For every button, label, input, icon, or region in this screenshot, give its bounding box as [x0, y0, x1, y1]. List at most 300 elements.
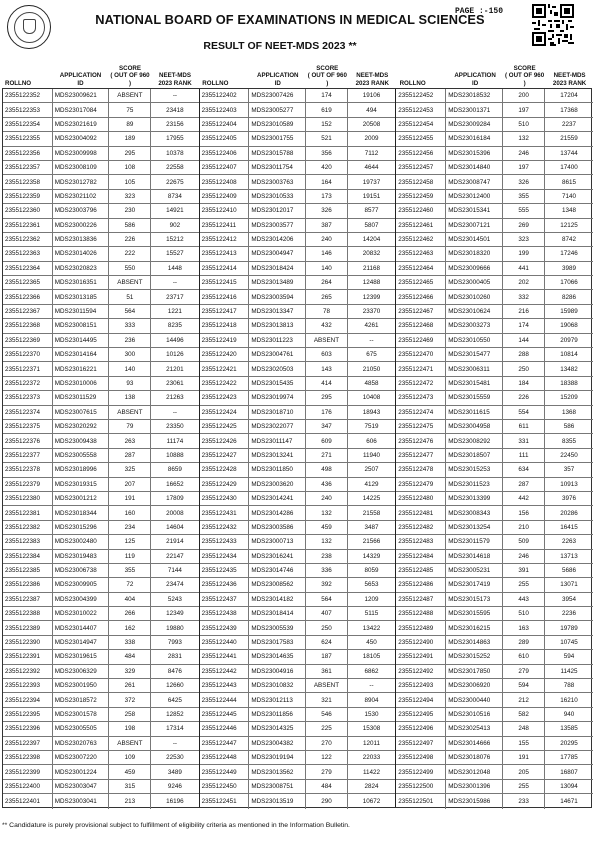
application-id-cell: MDS23015481	[446, 377, 503, 390]
application-id-cell: MDS23020503	[249, 362, 306, 375]
rank-cell: 13422	[362, 624, 381, 632]
application-id-cell: MDS23014863	[446, 636, 503, 649]
score-cell: 197	[503, 161, 545, 174]
column-header-group	[199, 66, 396, 88]
qr-code-icon	[532, 4, 574, 46]
rank-cell: 12011	[362, 739, 381, 747]
application-id-cell: MDS23008151	[53, 319, 110, 332]
roll-number-cell: 2355122453	[396, 103, 446, 116]
score-cell: 459	[109, 765, 151, 778]
roll-number-cell: 2355122443	[200, 679, 250, 692]
roll-number-cell: 2355122372	[3, 377, 53, 390]
roll-number-cell: 2355122429	[200, 478, 250, 491]
application-id-cell: MDS23008747	[446, 175, 503, 188]
rank-cell: 22033	[362, 754, 381, 762]
score-cell: 198	[109, 722, 151, 735]
application-id-cell: MDS23004399	[53, 593, 110, 606]
table-row	[396, 492, 593, 506]
rank-cell: 450	[366, 639, 377, 647]
rank-cell: 16807	[560, 768, 578, 776]
roll-number-cell: 2355122491	[396, 650, 446, 663]
roll-number-cell: 2355122368	[3, 319, 53, 332]
rank-cell: 594	[563, 653, 575, 661]
application-id-cell: MDS23014206	[249, 233, 306, 246]
table-row	[3, 665, 199, 679]
table-row	[396, 434, 593, 448]
score-cell: 105	[109, 175, 151, 188]
score-cell: 287	[503, 478, 545, 491]
score-cell: 152	[306, 118, 348, 131]
application-id-cell: MDS23011615	[446, 406, 503, 419]
roll-number-cell: 2355122359	[3, 190, 53, 203]
table-row	[3, 406, 199, 420]
score-cell: 546	[306, 708, 348, 721]
application-id-cell: MDS23016241	[249, 550, 306, 563]
table-row	[200, 722, 396, 736]
rank-cell: 10126	[166, 351, 184, 359]
table-row	[200, 204, 396, 218]
score-cell: 634	[503, 463, 545, 476]
roll-number-cell: 2355122355	[3, 132, 53, 145]
table-row	[200, 377, 396, 391]
rank-cell: 20008	[166, 509, 184, 517]
score-cell: 234	[109, 521, 151, 534]
rank-cell: --	[172, 739, 178, 747]
rank-cell: 4129	[364, 480, 379, 488]
rank-cell: 22530	[166, 754, 184, 762]
table-row	[396, 679, 593, 693]
column-header-rank: NEET-MDS 2023 RANK	[158, 72, 192, 87]
score-cell: 290	[306, 794, 348, 808]
footnote: ** Candidature is purely provisional subject to fulfillment of eligibility criteria as mentioned in the Information Bulletin.	[2, 822, 350, 829]
application-id-cell: MDS23014325	[249, 722, 306, 735]
rank-cell: 4261	[364, 322, 379, 330]
score-cell: 187	[306, 650, 348, 663]
table-row	[396, 233, 593, 247]
rank-cell: 17368	[560, 106, 578, 114]
score-cell: 205	[503, 765, 545, 778]
column-header-score: SCORE ( OUT OF 960 )	[110, 64, 150, 87]
application-id-cell: MDS23018344	[53, 506, 110, 519]
score-cell: 459	[306, 521, 348, 534]
rank-cell: 1221	[167, 308, 182, 316]
application-id-cell: MDS23010516	[446, 708, 503, 721]
score-cell: 484	[109, 650, 151, 663]
table-row	[200, 262, 396, 276]
table-row	[200, 362, 396, 376]
rank-cell: 8059	[364, 567, 379, 575]
application-id-cell: MDS23004092	[53, 132, 110, 145]
application-id-cell: MDS23007426	[249, 89, 306, 102]
application-id-cell: MDS23008109	[53, 161, 110, 174]
roll-number-cell: 2355122479	[396, 478, 446, 491]
rank-cell: 10672	[362, 797, 381, 805]
application-id-cell: MDS23015435	[249, 377, 306, 390]
rank-cell: 14225	[362, 495, 381, 503]
table-row	[396, 290, 593, 304]
rank-cell: 19068	[560, 322, 578, 330]
table-row	[200, 593, 396, 607]
roll-number-cell: 2355122421	[200, 362, 250, 375]
table-row	[396, 463, 593, 477]
application-id-cell: MDS23025413	[446, 722, 503, 735]
score-cell: 432	[306, 319, 348, 332]
rank-cell: 18388	[560, 380, 578, 387]
rank-cell: 23350	[166, 423, 184, 431]
application-id-cell: MDS23014407	[53, 621, 110, 634]
score-cell: 225	[306, 722, 348, 735]
application-id-cell: MDS23014618	[446, 550, 503, 563]
roll-number-cell: 2355122434	[200, 550, 250, 563]
roll-number-cell: 2355122486	[396, 578, 446, 591]
roll-number-cell: 2355122358	[3, 175, 53, 188]
score-cell: ABSENT	[109, 406, 151, 419]
rank-cell: 22558	[166, 164, 184, 172]
rank-cell: 19880	[166, 624, 184, 632]
application-id-cell: MDS23015986	[446, 794, 503, 808]
table-row	[3, 506, 199, 520]
table-row	[3, 103, 199, 117]
roll-number-cell: 2355122411	[200, 219, 250, 232]
score-cell: 387	[306, 219, 348, 232]
score-cell: 191	[503, 751, 545, 764]
score-cell: 138	[109, 391, 151, 404]
table-row	[3, 132, 199, 146]
table-row	[200, 233, 396, 247]
application-id-cell: MDS23003586	[249, 521, 306, 534]
table-row	[3, 722, 199, 736]
rank-cell: 3489	[167, 768, 182, 776]
column-header-rank: NEET-MDS 2023 RANK	[355, 72, 389, 87]
score-cell: 174	[306, 89, 348, 102]
table-row	[200, 665, 396, 679]
application-id-cell: MDS23012782	[53, 175, 110, 188]
score-cell: 295	[109, 147, 151, 160]
roll-number-cell: 2355122439	[200, 621, 250, 634]
score-cell: 144	[503, 334, 545, 347]
roll-number-cell: 2355122433	[200, 535, 250, 548]
roll-number-cell: 2355122413	[200, 247, 250, 260]
roll-number-cell: 2355122384	[3, 550, 53, 563]
rank-cell: 8476	[167, 667, 182, 675]
table-row	[3, 262, 199, 276]
rank-cell: 8734	[167, 192, 182, 200]
application-id-cell: MDS23001578	[53, 708, 110, 721]
table-row	[3, 607, 199, 621]
result-title: RESULT OF NEET-MDS 2023 **	[203, 40, 357, 52]
application-id-cell: MDS23015173	[446, 593, 503, 606]
score-cell: 331	[503, 434, 545, 447]
rank-cell: 21201	[166, 365, 184, 373]
score-cell: 238	[306, 550, 348, 563]
column-header-rollno: ROLLNO	[5, 79, 32, 87]
roll-number-cell: 2355122398	[3, 751, 53, 764]
application-id-cell: MDS23014026	[53, 247, 110, 260]
rank-cell: 940	[563, 710, 575, 718]
table-row	[396, 478, 593, 492]
table-row	[200, 765, 396, 779]
score-cell: 361	[306, 665, 348, 678]
roll-number-cell: 2355122500	[396, 780, 446, 793]
roll-number-cell: 2355122437	[200, 593, 250, 606]
table-row	[396, 765, 593, 779]
rank-cell: 22450	[560, 451, 578, 459]
rank-cell: 23418	[166, 106, 184, 114]
table-row	[3, 219, 199, 233]
roll-number-cell: 2355122423	[200, 391, 250, 404]
rank-cell: 3976	[561, 495, 576, 503]
table-row	[200, 190, 396, 204]
table-row	[3, 621, 199, 635]
roll-number-cell: 2355122379	[3, 478, 53, 491]
table-row	[3, 348, 199, 362]
roll-number-cell: 2355122430	[200, 492, 250, 505]
roll-number-cell: 2355122352	[3, 89, 53, 102]
roll-number-cell: 2355122493	[396, 679, 446, 692]
table-row	[396, 564, 593, 578]
table-row	[3, 334, 199, 348]
table-row	[396, 535, 593, 549]
application-id-cell: MDS23018710	[249, 406, 306, 419]
application-id-cell: MDS23011856	[249, 708, 306, 721]
table-row	[3, 521, 199, 535]
application-id-cell: MDS23008292	[446, 434, 503, 447]
rank-cell: 15308	[362, 725, 381, 733]
rank-cell: 21559	[560, 135, 578, 143]
score-cell: 279	[503, 665, 545, 678]
score-cell: 442	[503, 492, 545, 505]
application-id-cell: MDS23001755	[249, 132, 306, 145]
roll-number-cell: 2355122476	[396, 434, 446, 447]
roll-number-cell: 2355122404	[200, 118, 250, 131]
roll-number-cell: 2355122395	[3, 708, 53, 721]
roll-number-cell: 2355122473	[396, 391, 446, 404]
rank-cell: 13713	[560, 552, 578, 560]
column-header-rollno: ROLLNO	[202, 79, 229, 87]
table-row	[396, 262, 593, 276]
roll-number-cell: 2355122394	[3, 693, 53, 706]
score-cell: 271	[306, 449, 348, 462]
roll-number-cell: 2355122426	[200, 434, 250, 447]
score-cell: 200	[503, 89, 545, 102]
rank-cell: 14604	[166, 523, 184, 531]
score-cell: 441	[503, 262, 545, 275]
rank-cell: 1448	[167, 264, 182, 272]
roll-number-cell: 2355122382	[3, 521, 53, 534]
table-row	[3, 693, 199, 707]
roll-number-cell: 2355122425	[200, 420, 250, 433]
table-row	[396, 362, 593, 376]
rank-cell: 12660	[166, 682, 184, 690]
application-id-cell: MDS23019974	[249, 391, 306, 404]
roll-number-cell: 2355122402	[200, 89, 250, 102]
roll-number-cell: 2355122371	[3, 362, 53, 375]
application-id-cell: MDS23000713	[249, 535, 306, 548]
application-id-cell: MDS23011579	[446, 535, 503, 548]
roll-number-cell: 2355122360	[3, 204, 53, 217]
roll-number-cell: 2355122386	[3, 578, 53, 591]
rank-cell: 7140	[561, 192, 576, 200]
score-cell: 248	[503, 722, 545, 735]
rank-cell: 1209	[364, 595, 379, 603]
roll-number-cell: 2355122367	[3, 305, 53, 318]
rank-cell: 15209	[560, 394, 578, 402]
score-cell: 146	[306, 247, 348, 260]
roll-number-cell: 2355122468	[396, 319, 446, 332]
application-id-cell: MDS23001224	[53, 765, 110, 778]
rank-cell: 19737	[362, 178, 381, 186]
application-id-cell: MDS23009905	[53, 578, 110, 591]
score-cell: 347	[306, 420, 348, 433]
roll-number-cell: 2355122366	[3, 290, 53, 303]
rank-cell: 23061	[166, 380, 184, 387]
table-row	[396, 190, 593, 204]
score-cell: 246	[503, 147, 545, 160]
table-row	[396, 132, 593, 146]
application-id-cell: MDS23013836	[53, 233, 110, 246]
table-row	[200, 607, 396, 621]
score-cell: 125	[109, 535, 151, 548]
application-id-cell: MDS23000226	[53, 219, 110, 232]
score-cell: 78	[306, 305, 348, 318]
roll-number-cell: 2355122440	[200, 636, 250, 649]
roll-number-cell: 2355122431	[200, 506, 250, 519]
score-cell: 93	[109, 377, 151, 390]
rank-cell: 902	[169, 221, 181, 229]
roll-number-cell: 2355122362	[3, 233, 53, 246]
roll-number-cell: 2355122369	[3, 334, 53, 347]
table-row	[200, 305, 396, 319]
rank-cell: 10814	[560, 351, 578, 359]
column-header-row	[2, 66, 594, 88]
rank-cell: 5653	[364, 581, 379, 589]
roll-number-cell: 2355122449	[200, 765, 250, 778]
roll-number-cell: 2355122370	[3, 348, 53, 361]
application-id-cell: MDS23015477	[446, 348, 503, 361]
table-row	[396, 665, 593, 679]
rank-cell: 23474	[166, 581, 184, 589]
rank-cell: 11425	[560, 667, 578, 675]
table-row	[200, 290, 396, 304]
application-id-cell: MDS23005539	[249, 621, 306, 634]
table-row	[3, 780, 199, 794]
application-id-cell: MDS23019194	[249, 751, 306, 764]
column-header-application-id: APPLICATION ID	[59, 72, 102, 87]
roll-number-cell: 2355122489	[396, 621, 446, 634]
rank-cell: 8235	[167, 322, 182, 330]
rank-cell: 13585	[560, 725, 578, 733]
application-id-cell: MDS23017850	[446, 665, 503, 678]
table-row	[3, 118, 199, 132]
score-cell: 216	[503, 305, 545, 318]
table-row	[396, 693, 593, 707]
table-row	[396, 319, 593, 333]
application-id-cell: MDS23010260	[446, 290, 503, 303]
rank-cell: 2237	[561, 120, 576, 128]
application-id-cell: MDS23003273	[446, 319, 503, 332]
score-cell: 564	[109, 305, 151, 318]
score-cell: 333	[109, 319, 151, 332]
rank-cell: 8286	[561, 293, 576, 301]
roll-number-cell: 2355122392	[3, 665, 53, 678]
table-row	[200, 636, 396, 650]
application-id-cell: MDS23018532	[446, 89, 503, 102]
roll-number-cell: 2355122388	[3, 607, 53, 620]
roll-number-cell: 2355122471	[396, 362, 446, 375]
table-row	[200, 679, 396, 693]
roll-number-cell: 2355122393	[3, 679, 53, 692]
application-id-cell: MDS23012113	[249, 693, 306, 706]
application-id-cell: MDS23000440	[446, 693, 503, 706]
roll-number-cell: 2355122353	[3, 103, 53, 116]
application-id-cell: MDS23014495	[53, 334, 110, 347]
table-row	[3, 420, 199, 434]
roll-number-cell: 2355122467	[396, 305, 446, 318]
rank-cell: 10745	[560, 639, 578, 647]
rank-cell: 6862	[364, 667, 379, 675]
rank-cell: 15212	[166, 236, 184, 244]
table-row	[200, 319, 396, 333]
table-row	[200, 89, 396, 103]
table-row	[3, 190, 199, 204]
application-id-cell: MDS23016221	[53, 362, 110, 375]
score-cell: 51	[109, 290, 151, 303]
application-id-cell: MDS23015396	[446, 147, 503, 160]
table-row	[200, 535, 396, 549]
score-cell: 132	[503, 132, 545, 145]
table-row	[3, 233, 199, 247]
roll-number-cell: 2355122484	[396, 550, 446, 563]
table-row	[396, 636, 593, 650]
rank-cell: --	[172, 92, 178, 100]
results-table	[2, 88, 592, 808]
rank-cell: 12125	[560, 221, 578, 229]
rank-cell: --	[172, 408, 178, 416]
application-id-cell: MDS23018424	[249, 262, 306, 275]
score-cell: 288	[503, 348, 545, 361]
score-cell: 174	[503, 319, 545, 332]
roll-number-cell: 2355122405	[200, 132, 250, 145]
application-id-cell: MDS23001212	[53, 492, 110, 505]
roll-number-cell: 2355122497	[396, 737, 446, 750]
table-row	[200, 132, 396, 146]
application-id-cell: MDS23018320	[446, 247, 503, 260]
score-cell: 240	[306, 233, 348, 246]
rank-cell: 606	[366, 437, 377, 445]
application-id-cell: MDS23019315	[53, 478, 110, 491]
table-row	[396, 89, 593, 103]
roll-number-cell: 2355122383	[3, 535, 53, 548]
rank-cell: 23370	[362, 308, 381, 316]
score-cell: 109	[109, 751, 151, 764]
score-cell: 143	[306, 362, 348, 375]
table-row	[3, 550, 199, 564]
application-id-cell: MDS23003577	[249, 219, 306, 232]
rank-cell: 3989	[561, 264, 576, 272]
application-id-cell: MDS23005558	[53, 449, 110, 462]
roll-number-cell: 2355122380	[3, 492, 53, 505]
rank-cell: 19151	[362, 192, 381, 200]
table-row	[3, 362, 199, 376]
application-id-cell: MDS23002480	[53, 535, 110, 548]
roll-number-cell: 2355122457	[396, 161, 446, 174]
score-cell: 582	[503, 708, 545, 721]
table-row	[200, 449, 396, 463]
table-row	[3, 319, 199, 333]
rank-cell: 5807	[364, 221, 379, 229]
application-id-cell: MDS23010624	[446, 305, 503, 318]
table-row	[200, 161, 396, 175]
